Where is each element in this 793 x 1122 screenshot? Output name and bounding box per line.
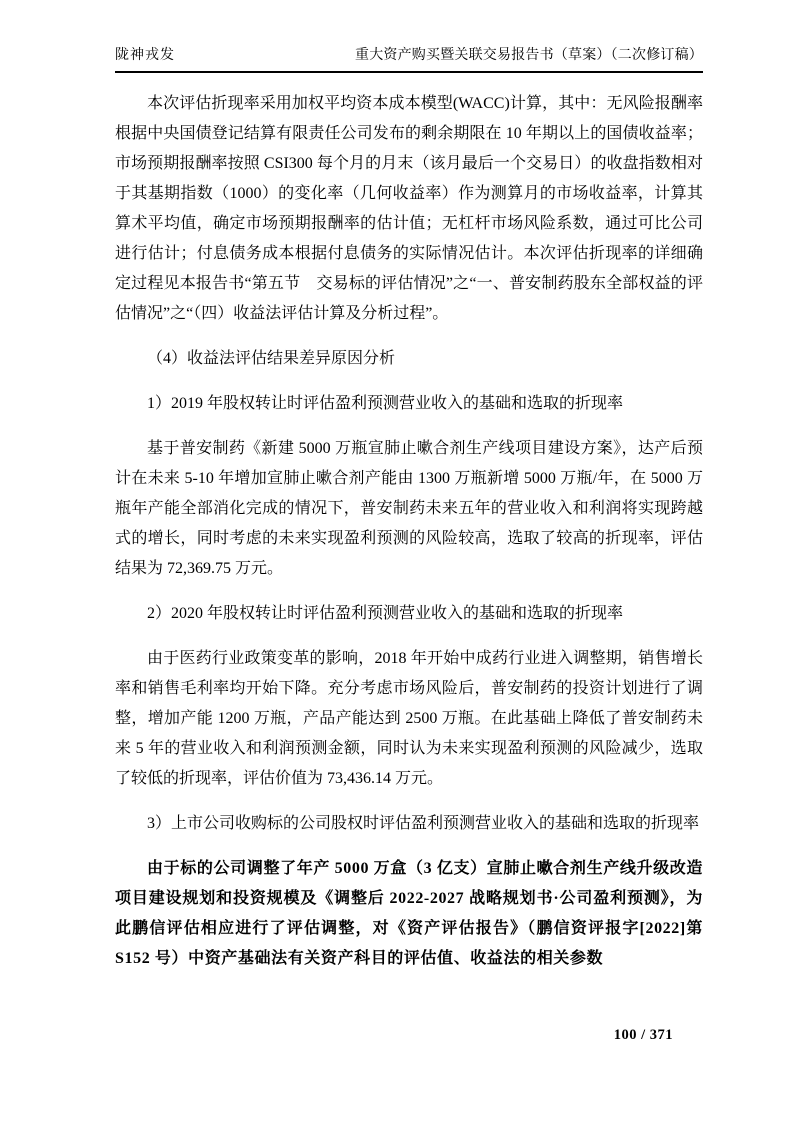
paragraph-heading-6: 3）上市公司收购标的公司股权时评估盈利预测营业收入的基础和选取的折现率 <box>147 815 700 832</box>
page-footer <box>614 1027 673 1044</box>
paragraph-body-5: 由于医药行业政策变革的影响，2018 年开始中成药行业进入调整期，销售增长率和销售毛利率均开始下降。充分考虑市场风险后，普安制药的投资计划进行了调整，增加产能 1200 万瓶，产品产能达到 2500 万瓶。在此基础上降低了普安制药未来 5 年的营业收入和利润预测金额，同时认为未来实现盈利预测的风险减少，选取了较低的折现率，评估价值为 73,436.14 万元。 <box>115 650 703 787</box>
paragraph-body-3: 基于普安制药《新建 5000 万瓶宣肺止嗽合剂生产线项目建设方案》，达产后预计在未来 5-10 年增加宣肺止嗽合剂产能由 1300 万瓶新增 5000 万瓶/年，在 5000 万瓶年产能全部消化完成的情况下，普安制药未来五年的营业收入和利润将实现跨越式的增长，同时考虑的未来实现盈利预测的风险较高，选取了较高的折现率，评估结果为 72,369.75 万元。 <box>115 440 703 577</box>
paragraph-heading-2: 1）2019 年股权转让时评估盈利预测营业收入的基础和选取的折现率 <box>147 395 624 412</box>
header-report-title: 重大资产购买暨关联交易报告书（草案）（二次修订稿） <box>355 48 703 63</box>
page-number: 100 / 371 <box>613 1027 673 1043</box>
page-header <box>115 0 703 73</box>
header-company-name: 陇神戎发 <box>115 48 175 63</box>
paragraph-body-bold-7: 由于标的公司调整了年产 5000 万盒（3 亿支）宣肺止嗽合剂生产线升级改造项目建设规划和投资规模及《调整后 2022-2027 战略规划书·公司盈利预测》，为此鹏信评估相应进行了评估调整，对《资产评估报告》（鹏信资评报字[2022]第 S152 号）中资产基础法有关资产科目的评估值、收益法的相关参数 <box>115 860 703 967</box>
paragraph-heading-1: （4）收益法评估结果差异原因分析 <box>147 350 396 367</box>
document-body <box>115 89 703 974</box>
paragraph-heading-4: 2）2020 年股权转让时评估盈利预测营业收入的基础和选取的折现率 <box>147 605 624 622</box>
paragraph-body-0: 本次评估折现率采用加权平均资本成本模型(WACC)计算，其中：无风险报酬率根据中央国债登记结算有限责任公司发布的剩余期限在 10 年期以上的国债收益率；市场预期报酬率按照 CSI300 每个月的月末（该月最后一个交易日）的收盘指数相对于其基期指数（1000）的变化率（几何收益率）作为测算月的市场收益率，计算其算术平均值，确定市场预期报酬率的估计值；无杠杆市场风险系数，通过可比公司进行估计；付息债务成本根据付息债务的实际情况估计。本次评估折现率的详细确定过程见本报告书“第五节 交易标的评估情况”之“一、普安制药股东全部权益的评估情况”之“（四）收益法评估计算及分析过程”。 <box>115 95 703 322</box>
